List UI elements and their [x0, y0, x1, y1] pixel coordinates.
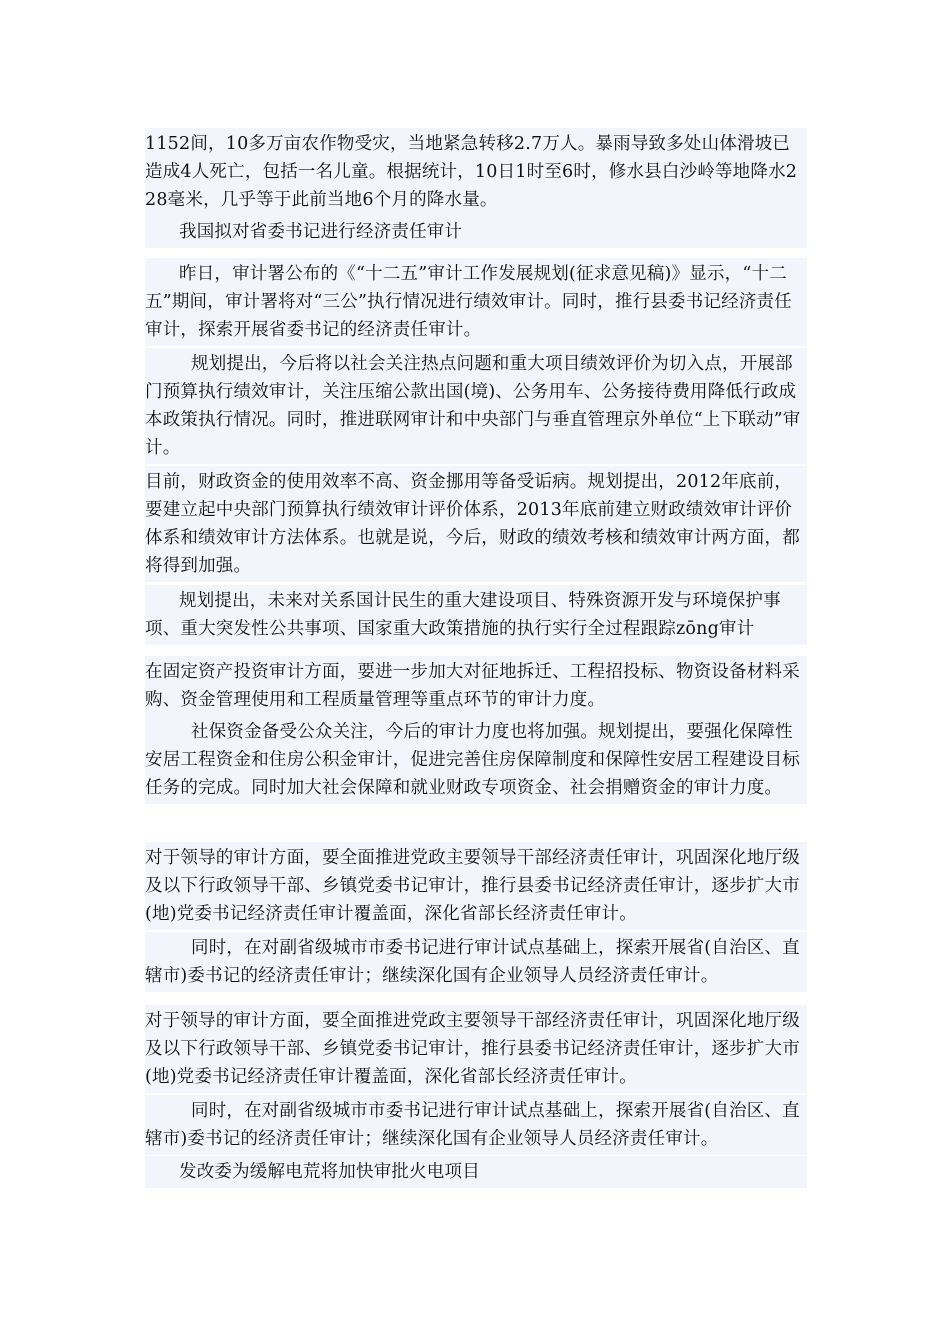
paragraph-provincial-trial-repeat: 同时，在对副省级城市市委书记进行审计试点基础上，探索开展省(自治区、直辖市)委书记的经济责任审计；继续深化国有企业领导人员经济责任审计。: [145, 1095, 807, 1155]
paragraph-provincial-trial: 同时，在对副省级城市市委书记进行审计试点基础上，探索开展省(自治区、直辖市)委书记的经济责任审计；继续深化国有企业领导人员经济责任审计。: [145, 932, 807, 992]
paragraph-major-projects: 规划提出，未来对关系国计民生的重大建设项目、特殊资源开发与环境保护事项、重大突发性公共事项、国家重大政策措施的执行实行全过程跟踪zōng审计: [145, 585, 807, 645]
paragraph-fiscal-efficiency: 目前，财政资金的使用效率不高、资金挪用等备受诟病。规划提出，2012年底前，要建立起中央部门预算执行绩效审计评价体系，2013年底前建立财政绩效审计评价体系和绩效审计方法体系。也就是说，今后，财政的绩效考核和绩效审计两方面，都将得到加强。: [145, 466, 807, 582]
paragraph-leader-audit: 对于领导的审计方面，要全面推进党政主要领导干部经济责任审计，巩固深化地厅级及以下行政领导干部、乡镇党委书记审计，推行县委书记经济责任审计，逐步扩大市(地)党委书记经济责任审计覆盖面，深化省部长经济责任审计。: [145, 842, 807, 930]
paragraph-audit-plan: 昨日，审计署公布的《“十二五”审计工作发展规划(征求意见稿)》显示，“十二五”期间，审计署将对“三公”执行情况进行绩效审计。同时，推行县委书记经济责任审计，探索开展省委书记的经济责任审计。: [145, 258, 807, 346]
paragraph-flood-report: 1152间，10多万亩农作物受灾，当地紧急转移2.7万人。暴雨导致多处山体滑坡已造成4人死亡，包括一名儿童。根据统计，10日1时至6时，修水县白沙岭等地降水228毫米，几乎等于此前当地6个月的降水量。: [145, 128, 807, 216]
paragraph-leader-audit-repeat: 对于领导的审计方面，要全面推进党政主要领导干部经济责任审计，巩固深化地厅级及以下行政领导干部、乡镇党委书记审计，推行县委书记经济责任审计，逐步扩大市(地)党委书记经济责任审计覆盖面，深化省部长经济责任审计。: [145, 1005, 807, 1093]
paragraph-plan-performance: 规划提出，今后将以社会关注热点问题和重大项目绩效评价为切入点，开展部门预算执行绩效审计，关注压缩公款出国(境)、公务用车、公务接待费用降低行政成本政策执行情况。同时，推进联网审计和中央部门与垂直管理京外单位“上下联动”审计。: [145, 348, 807, 464]
headline-provincial-audit: 我国拟对省委书记进行经济责任审计: [145, 216, 807, 248]
headline-power-shortage: 发改委为缓解电荒将加快审批火电项目: [145, 1156, 807, 1188]
paragraph-fixed-assets: 在固定资产投资审计方面，要进一步加大对征地拆迁、工程招投标、物资设备材料采购、资金管理使用和工程质量管理等重点环节的审计力度。: [145, 656, 807, 716]
paragraph-social-security: 社保资金备受公众关注，今后的审计力度也将加强。规划提出，要强化保障性安居工程资金和住房公积金审计，促进完善住房保障制度和保障性安居工程建设目标任务的完成。同时加大社会保障和就业财政专项资金、社会捐赠资金的审计力度。: [145, 716, 807, 804]
